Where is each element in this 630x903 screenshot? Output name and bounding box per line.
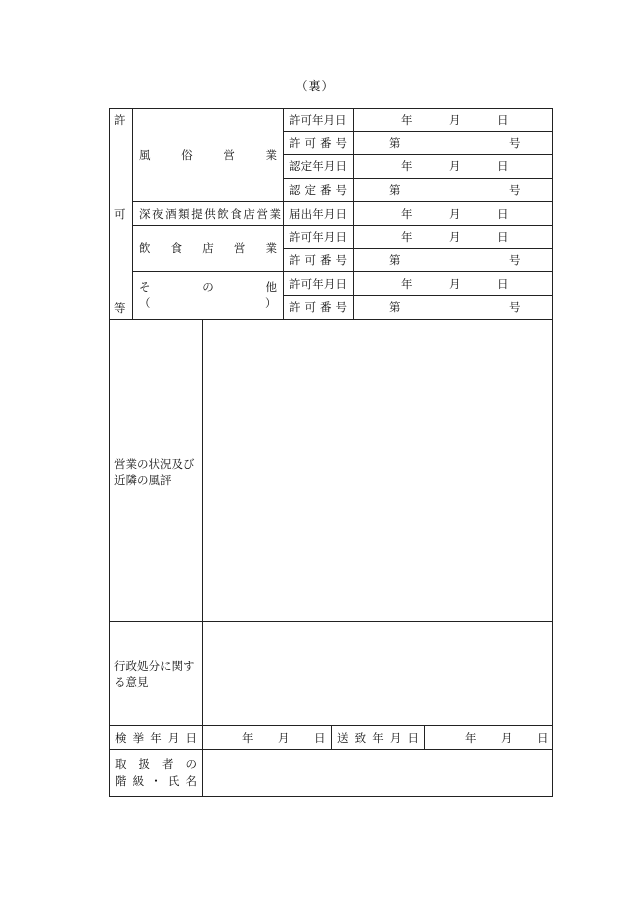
date-month: 月 — [449, 159, 461, 173]
date-day: 日 — [497, 230, 509, 244]
row-line — [283, 131, 553, 132]
field-label: 許可番号 — [289, 136, 347, 150]
handler-label-line1: 取扱者の — [115, 757, 197, 771]
date-month: 月 — [449, 207, 461, 221]
handler-field[interactable] — [203, 750, 552, 796]
date-year: 年 — [401, 159, 413, 173]
side-label-1: 許 — [114, 113, 126, 127]
row-line — [283, 295, 553, 296]
number-suffix: 号 — [509, 136, 521, 150]
sent-day: 日 — [537, 731, 549, 745]
paren-close: ） — [265, 296, 277, 310]
row-line — [283, 154, 553, 155]
field-label: 許可年月日 — [289, 113, 347, 127]
inspection-month: 月 — [278, 731, 290, 745]
border-top — [109, 108, 553, 109]
number-prefix: 第 — [389, 300, 401, 314]
row-line — [283, 178, 553, 179]
admin-opinion-field[interactable] — [203, 622, 552, 725]
side-label-3: 等 — [114, 301, 126, 315]
business-status-label: 営業の状況及び近隣の風評 — [114, 457, 195, 487]
number-prefix: 第 — [389, 136, 401, 150]
inspection-day: 日 — [314, 731, 326, 745]
field-label: 認定年月日 — [289, 159, 347, 173]
date-day: 日 — [497, 207, 509, 221]
divider-field — [353, 108, 354, 319]
date-month: 月 — [449, 277, 461, 291]
page-title: （裏） — [295, 79, 335, 93]
field-label: 許可年月日 — [289, 277, 347, 291]
sent-year: 年 — [465, 731, 477, 745]
date-year: 年 — [401, 230, 413, 244]
handler-label-line2: 階級・氏名 — [115, 774, 197, 788]
sent-month: 月 — [501, 731, 513, 745]
number-suffix: 号 — [509, 300, 521, 314]
date-day: 日 — [497, 277, 509, 291]
inspection-label: 検挙年月日 — [115, 731, 197, 745]
row-line — [132, 201, 553, 202]
number-suffix: 号 — [509, 253, 521, 267]
number-suffix: 号 — [509, 183, 521, 197]
date-day: 日 — [497, 159, 509, 173]
border-left — [109, 108, 110, 797]
date-day: 日 — [497, 113, 509, 127]
date-month: 月 — [449, 230, 461, 244]
paren-open: （ — [139, 296, 151, 310]
side-label-2: 可 — [114, 207, 126, 221]
border-bottom — [109, 796, 553, 797]
row-line — [132, 225, 553, 226]
field-label: 届出年月日 — [289, 207, 347, 221]
date-year: 年 — [401, 277, 413, 291]
date-year: 年 — [401, 113, 413, 127]
field-label: 許可番号 — [289, 300, 347, 314]
field-label: 許可番号 — [289, 253, 347, 267]
divider-sent — [424, 725, 425, 749]
number-prefix: 第 — [389, 183, 401, 197]
admin-opinion-label: 行政処分に関する意見 — [114, 659, 195, 689]
divider-category — [283, 108, 284, 319]
field-label: 認定番号 — [289, 183, 347, 197]
date-year: 年 — [401, 207, 413, 221]
category-inshoku: 飲食店営業 — [139, 241, 277, 255]
sent-label: 送致年月日 — [337, 731, 419, 745]
business-status-field[interactable] — [203, 320, 552, 621]
field-label: 許可年月日 — [289, 230, 347, 244]
divider-side-label — [132, 108, 133, 319]
category-sonota: その他 — [139, 280, 277, 294]
date-month: 月 — [449, 113, 461, 127]
divider-inspection — [331, 725, 332, 749]
row-line — [283, 248, 553, 249]
inspection-year: 年 — [242, 731, 254, 745]
category-shinya: 深夜酒類提供飲食店営業 — [139, 207, 281, 221]
row-line — [132, 271, 553, 272]
report-form — [109, 108, 553, 797]
category-fuzoku: 風俗営業 — [139, 148, 277, 162]
border-right — [552, 108, 553, 797]
number-prefix: 第 — [389, 253, 401, 267]
